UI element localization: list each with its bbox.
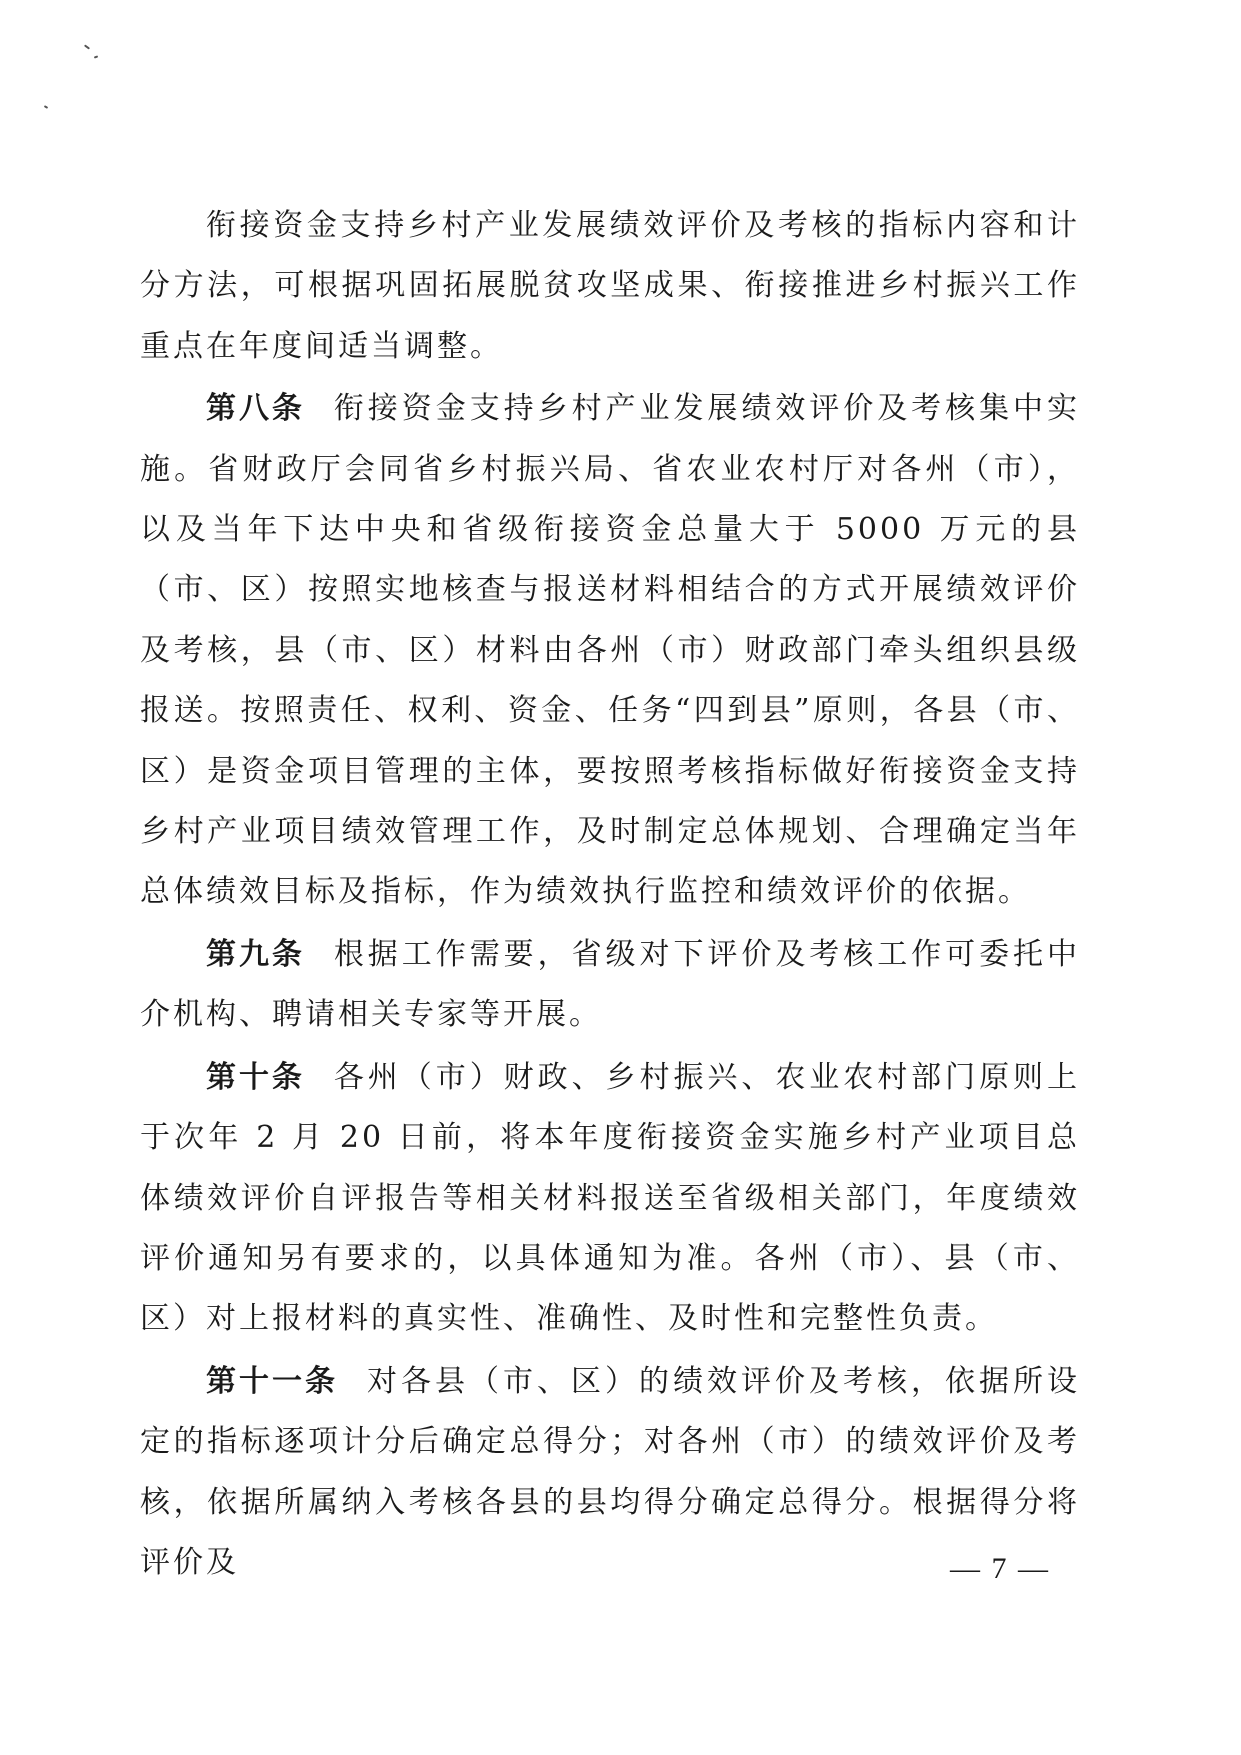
article-label: 第十条 <box>206 1059 305 1095</box>
paragraph-text: 衔接资金支持乡村产业发展绩效评价及考核集中实施。省财政厅会同省乡村振兴局、省农业农村厅对各州（市），以及当年下达中央和省级衔接资金总量大于 5000 万元的县（市、区）按照实地核查与报送材料相结合的方式开展绩效评价及考核，县（市、区）材料由各州（市）财政部门牵头组织县级报送。按照责任、权利、资金、任务“四到县”原则，各县（市、区）是资金项目管理的主体，要按照考核指标做好衔接资金支持乡村产业项目绩效管理工作，及时制定总体规划、合理确定当年总体绩效目标及指标，作为绩效执行监控和绩效评价的依据。 <box>140 391 1081 910</box>
paragraph-article-10 <box>140 1048 1080 1350</box>
scan-speck <box>44 105 48 109</box>
paragraph-continuation <box>140 196 1080 377</box>
scan-speck <box>94 55 98 58</box>
article-label: 第九条 <box>206 936 305 972</box>
paragraph-text: 衔接资金支持乡村产业发展绩效评价及考核的指标内容和计分方法，可根据巩固拓展脱贫攻坚成果、衔接推进乡村振兴工作重点在年度间适当调整。 <box>140 208 1080 364</box>
paragraph-article-8 <box>140 379 1080 923</box>
article-label: 第八条 <box>206 391 305 427</box>
paragraph-text: 对各县（市、区）的绩效评价及考核，依据所设定的指标逐项计分后确定总得分；对各州（市）的绩效评价及考核，依据所属纳入考核各县的县均得分确定总得分。根据得分将评价及 <box>140 1363 1080 1580</box>
article-label: 第十一条 <box>206 1363 338 1399</box>
paragraph-text: 根据工作需要，省级对下评价及考核工作可委托中介机构、聘请相关专家等开展。 <box>140 936 1081 1033</box>
page-number: — 7 — <box>950 1552 1050 1585</box>
document-body <box>140 196 1080 1595</box>
paragraph-text: 各州（市）财政、乡村振兴、农业农村部门原则上于次年 2 月 20 日前，将本年度衔接资金实施乡村产业项目总体绩效评价自评报告等相关材料报送至省级相关部门，年度绩效评价通知另有要求的，以具体通知为准。各州（市）、县（市、区）对上报材料的真实性、准确性、及时性和完整性负责。 <box>140 1059 1081 1337</box>
scan-speck <box>84 44 90 49</box>
paragraph-article-9 <box>140 925 1080 1046</box>
